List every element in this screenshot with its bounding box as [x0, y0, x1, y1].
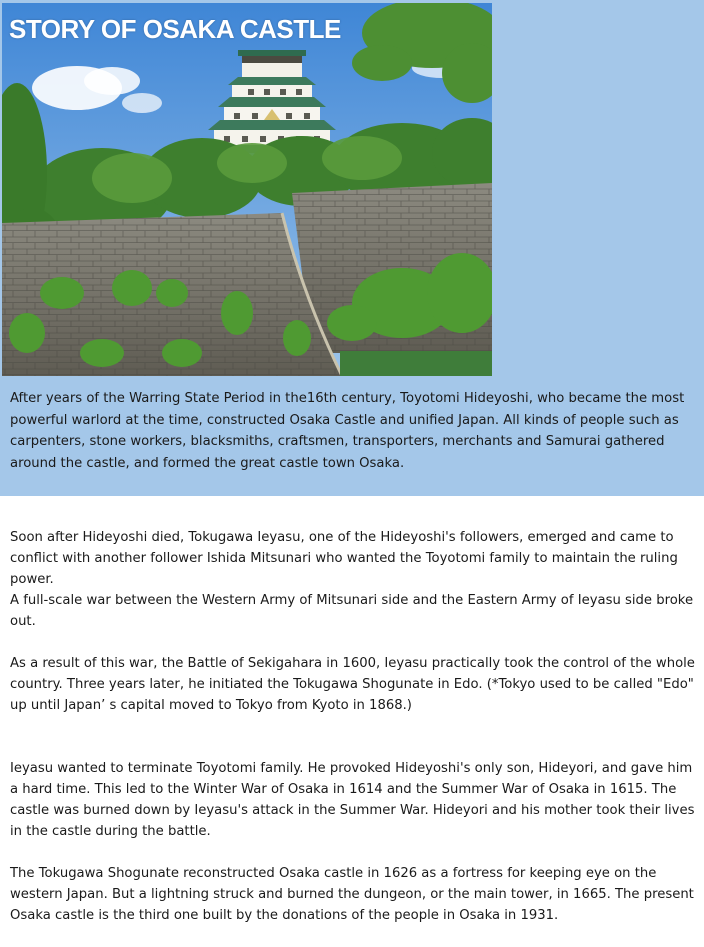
- paragraph-5: The Tokugawa Shogunate reconstructed Osaka castle in 1626 as a fortress for keeping eye on the western Japan. But a lightning struck and burned the dungeon, or the main tower, in 1665. The present Osaka castle is the third one built by the donations of the people in Osaka in 1931.: [10, 866, 694, 923]
- intro-paragraph: After years of the Warring State Period in the16th century, Toyotomi Hideyoshi, who became the most powerful warlord at the time, constructed Osaka Castle and unified Japan. All kinds of people such as carpenters, stone workers, blacksmiths, craftsmen, transporters, merchants and Samurai gathered around the castle, and formed the great castle town Osaka.: [10, 391, 685, 471]
- page-title: STORY OF OSAKA CASTLE: [9, 14, 341, 44]
- paragraph-4: Ieyasu wanted to terminate Toyotomi family. He provoked Hideyoshi's only son, Hideyori, and gave him a hard time. This led to the Winter War of Osaka in 1614 and the Summer War of Osaka in 1615. The castle was burned down by Ieyasu's attack in the Summer War. Hideyori and his mother took their lives in the castle during the battle.: [10, 761, 695, 839]
- paragraph-2: A full-scale war between the Western Army of Mitsunari side and the Eastern Army of Ieyasu side broke out.: [10, 593, 694, 629]
- paragraph-3: As a result of this war, the Battle of Sekigahara in 1600, Ieyasu practically took the control of the whole country. Three years later, he initiated the Tokugawa Shogunate in Edo. (*Tokyo used to be called "Edo" up until Japan’ s capital moved to Tokyo from Kyoto in 1868.): [10, 656, 695, 713]
- osaka-castle-photo: [2, 3, 492, 376]
- article-body: [10, 527, 696, 926]
- paragraph-1: Soon after Hideyoshi died, Tokugawa Ieyasu, one of the Hideyoshi's followers, emerged and came to conflict with another follower Ishida Mitsunari who wanted the Toyotomi family to maintain the ruling power.: [10, 530, 678, 587]
